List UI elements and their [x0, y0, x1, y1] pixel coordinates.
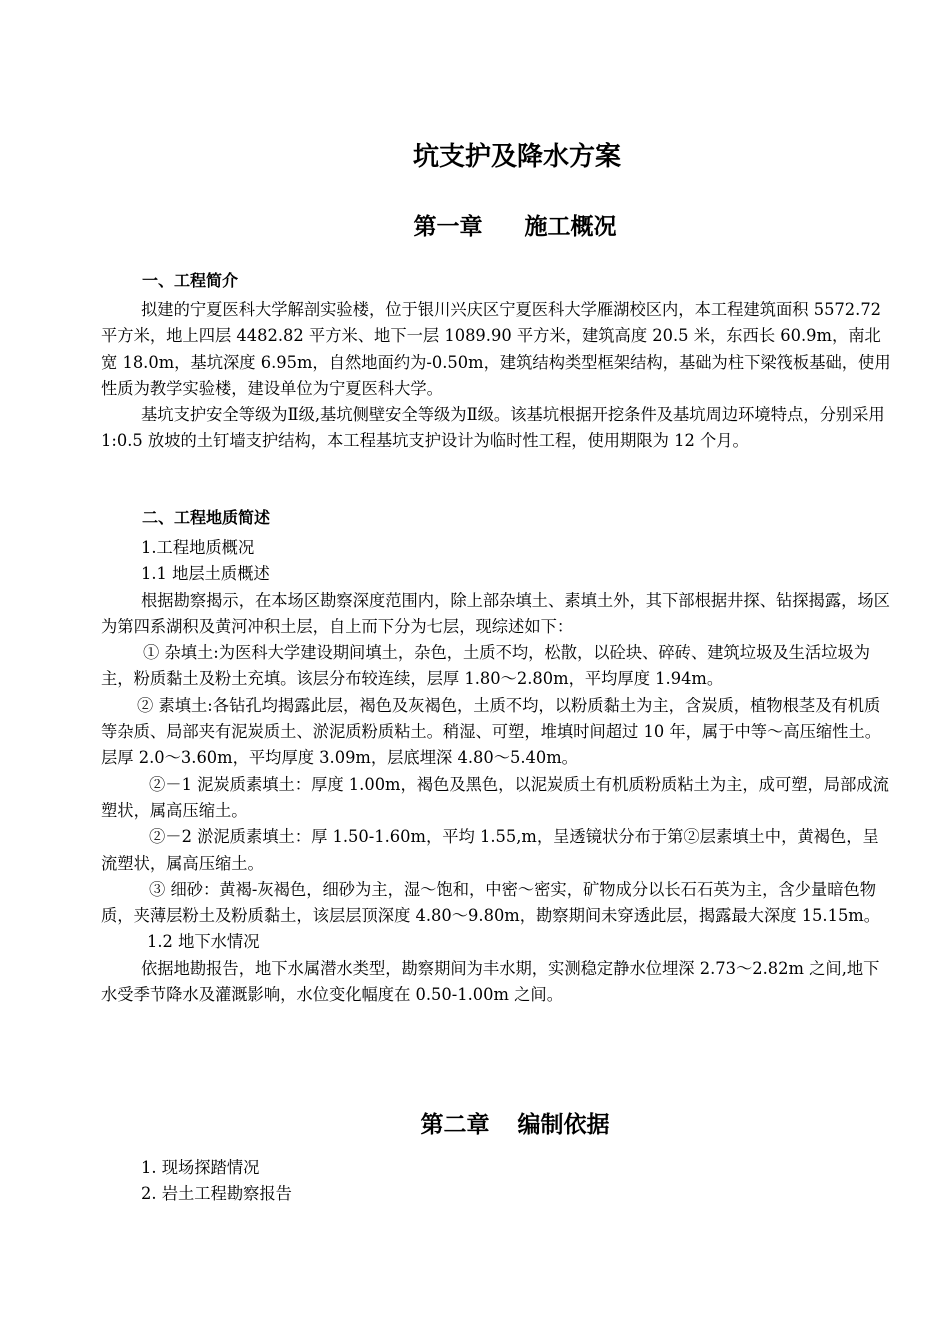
paragraph-safety-level: 基坑支护安全等级为Ⅱ级,基坑侧壁安全等级为Ⅱ级。该基坑根据开挖条件及基坑周边环境特点，分别采用 1:0.5 放坡的土钉墙支护结构，本工程基坑支护设计为临时性工程，使用期限为 12 个月。 — [101, 405, 885, 451]
list-item-layer-2: ② 素填土:各钻孔均揭露此层，褐色及灰褐色，土质不均，以粉质黏土为主，含炭质，植物根茎及有机质等杂质、局部夹有泥炭质土、淤泥质粉质粘土。稍湿、可塑，堆填时间超过 10 年，属于中等～高压缩性土。层厚 2.0～3.60m，平均厚度 3.09m，层底埋深 4.80～5.40m。 — [101, 695, 882, 768]
document-title: 坑支护及降水方案 — [412, 142, 621, 172]
list-item-basis: 1. 现场探踏情况 — [141, 1158, 260, 1177]
section-1-body — [101, 297, 891, 455]
subheading-groundwater: 1.2 地下水情况 — [147, 932, 260, 952]
section-1-heading: 一、工程简介 — [142, 271, 239, 290]
chapter-1-name: 施工概况 — [524, 214, 617, 240]
paragraph-survey-results: 根据勘察揭示，在本场区勘察深度范围内，除上部杂填土、素填土外，其下部根据井探、钻探揭露，场区为第四系湖积及黄河冲积土层，自上而下分为七层，现综述如下： — [101, 590, 890, 636]
list-item-layer-1: ① 杂填土:为医科大学建设期间填土，杂色，土质不均，松散，以砼块、碎砖、建筑垃圾及生活垃圾为主，粉质黏土及粉土充填。该层分布较连续，层厚 1.80～2.80m，平均厚度 1.94m。 — [101, 643, 871, 689]
list-item-layer-2-1: ②－1 泥炭质素填土：厚度 1.00m，褐色及黑色，以泥炭质土有机质粉质粘土为主，成可塑，局部成流塑状，属高压缩土。 — [101, 774, 889, 820]
subheading-geology-overview: 1.工程地质概况 — [141, 538, 255, 557]
paragraph-project-intro: 拟建的宁夏医科大学解剖实验楼，位于银川兴庆区宁夏医科大学雁湖校区内，本工程建筑面积 5572.72 平方米，地上四层 4482.82 平方米、地下一层 1089.90 平方米，建筑高度 20.5 米，东西长 60.9m，南北宽 18.0m，基坑深度 6.95m，自然地面约为-0.50m，建筑结构类型框架结构，基础为柱下梁筏板基础，使用性质为教学实验楼，建设单位为宁夏医科大学。 — [101, 300, 891, 398]
subheading-strata-overview: 1.1 地层土质概述 — [141, 564, 270, 584]
list-item-basis: 2. 岩土工程勘察报告 — [141, 1184, 292, 1204]
chapter-2-heading — [0, 1106, 950, 1139]
chapter-2-name: 编制依据 — [517, 1112, 610, 1138]
section-2-heading: 二、工程地质简述 — [142, 508, 271, 527]
chapter-2-number: 第二章 — [420, 1112, 490, 1138]
paragraph-groundwater: 依据地勘报告，地下水属潜水类型，勘察期间为丰水期，实测稳定静水位埋深 2.73～2.82m 之间,地下水受季节降水及灌溉影响，水位变化幅度在 0.50-1.00m 之间。 — [101, 958, 880, 1005]
list-item-layer-3: ③ 细砂：黄褐-灰褐色，细砂为主，湿～饱和，中密～密实，矿物成分以长石石英为主，含少量暗色物质，夹薄层粉土及粉质黏土，该层层顶深度 4.80～9.80m，勘察期间未穿透此层，揭露最大深度 15.15m。 — [101, 879, 881, 926]
basis-list — [101, 1155, 891, 1208]
section-2-body — [101, 535, 891, 1008]
chapter-1-number: 第一章 — [413, 214, 483, 240]
chapter-1-heading — [0, 208, 950, 241]
list-item-layer-2-2: ②－2 淤泥质素填土：厚 1.50-1.60m，平均 1.55,m，呈透镜状分布于第②层素填土中，黄褐色，呈流塑状，属高压缩土。 — [101, 827, 879, 873]
